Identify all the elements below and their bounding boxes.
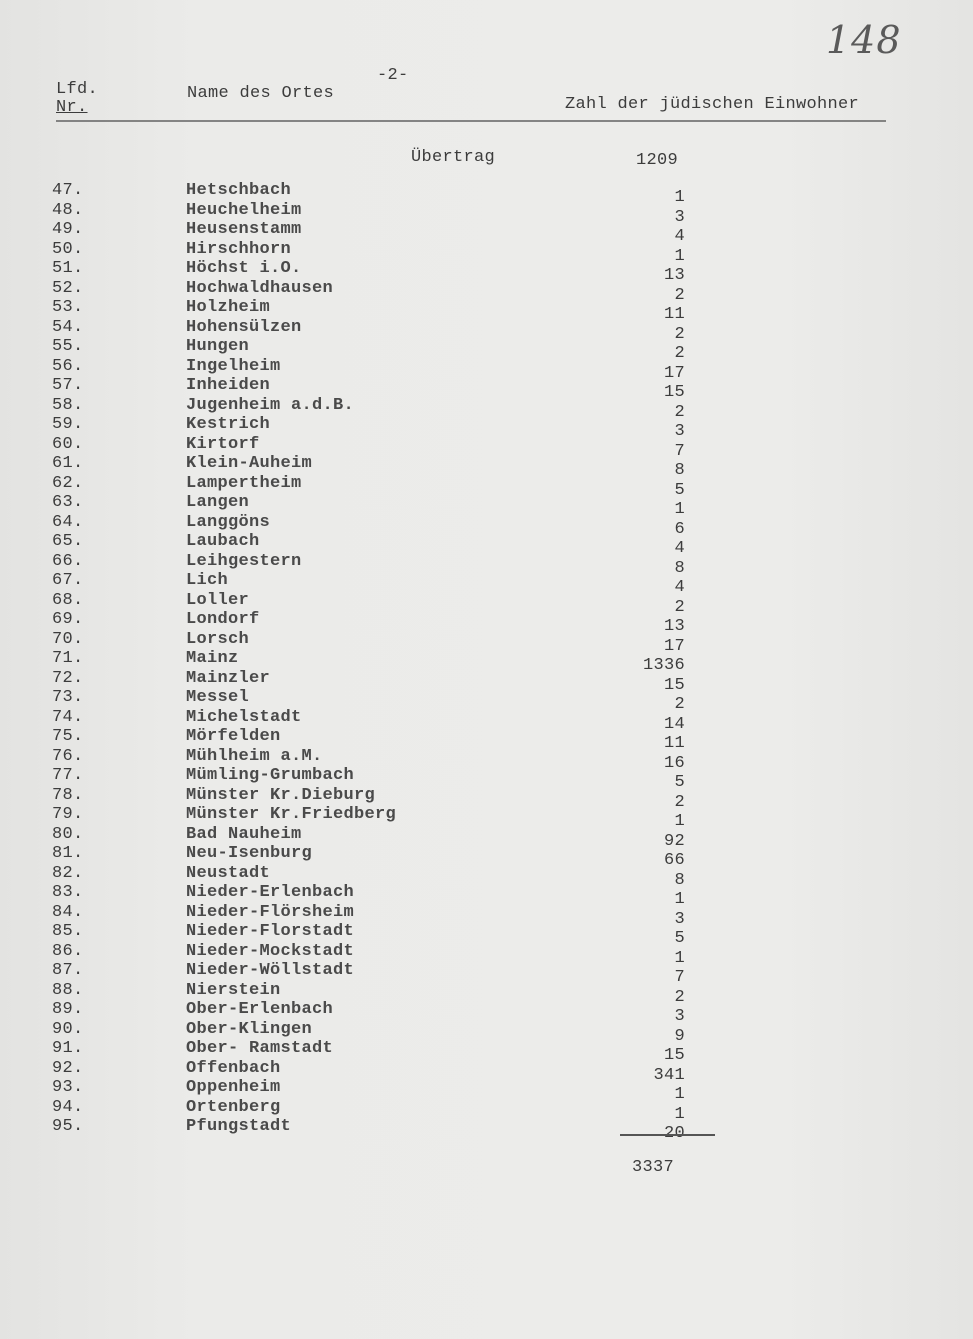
entry-number: 79. [52, 805, 84, 824]
list-item [0, 1039, 973, 1065]
header-lfd-nr [56, 81, 98, 117]
list-item [0, 785, 973, 812]
resident-count: 9 [674, 1026, 685, 1046]
total-value: 3337 [632, 1158, 675, 1177]
resident-count: 1 [674, 188, 685, 207]
entry-number: 59. [52, 415, 84, 434]
resident-count: 17 [663, 636, 685, 656]
place-name: Bad Nauheim [186, 824, 302, 844]
list-item [0, 1097, 973, 1124]
resident-count: 1 [674, 246, 685, 266]
entry-number: 89. [52, 1000, 84, 1019]
place-name: Nieder-Flörsheim [186, 902, 355, 922]
entry-number: 83. [52, 883, 84, 902]
entry-number: 50. [52, 239, 84, 259]
entry-number: 62. [52, 473, 84, 493]
list-item [0, 844, 973, 870]
resident-count: 8 [674, 461, 685, 480]
resident-count: 92 [663, 831, 685, 851]
resident-count: 5 [674, 480, 685, 500]
entry-number: 58. [52, 395, 84, 415]
list-item [0, 239, 973, 266]
entries-list [0, 181, 973, 1137]
resident-count: 2 [674, 987, 685, 1007]
handwritten-page-number: 148 [826, 18, 902, 62]
place-name: Ober-Erlenbach [186, 1000, 334, 1019]
place-name: Loller [186, 590, 250, 610]
list-item [0, 493, 973, 519]
resident-count: 1 [674, 1104, 685, 1124]
entry-number: 47. [52, 181, 84, 200]
entry-number: 91. [52, 1039, 84, 1058]
place-name: Nieder-Erlenbach [186, 883, 355, 902]
list-item [0, 376, 973, 402]
entry-number: 68. [52, 590, 84, 610]
entry-number: 69. [52, 610, 84, 629]
resident-count: 7 [674, 441, 685, 461]
resident-count: 4 [674, 578, 685, 597]
place-name: Oppenheim [186, 1078, 281, 1097]
entry-number: 87. [52, 961, 84, 980]
list-item [0, 181, 973, 207]
entry-number: 84. [52, 902, 84, 922]
list-item [0, 512, 973, 539]
resident-count: 16 [663, 753, 685, 773]
list-item [0, 883, 973, 909]
list-item [0, 746, 973, 773]
resident-count: 2 [674, 402, 685, 422]
entry-number: 81. [52, 844, 84, 863]
place-name: Hohensülzen [186, 317, 302, 337]
list-item [0, 473, 973, 500]
sum-rule [620, 1134, 715, 1136]
resident-count: 1336 [642, 656, 685, 675]
resident-count: 11 [663, 734, 685, 753]
resident-count: 3 [674, 909, 685, 929]
entry-number: 76. [52, 746, 84, 766]
list-item [0, 590, 973, 617]
list-item [0, 395, 973, 422]
list-item [0, 551, 973, 578]
header-count: Zahl der jüdischen Einwohner [565, 95, 860, 114]
place-name: Kestrich [186, 415, 271, 434]
entry-number: 80. [52, 824, 84, 844]
list-item [0, 532, 973, 558]
place-name: Leihgestern [186, 551, 302, 571]
place-name: Münster Kr.Friedberg [186, 805, 397, 824]
resident-count: 17 [663, 363, 685, 383]
list-item [0, 824, 973, 851]
entry-number: 60. [52, 434, 84, 454]
place-name: Mühlheim a.M. [186, 746, 323, 766]
entry-number: 95. [52, 1117, 84, 1136]
resident-count: 2 [674, 344, 685, 363]
resident-count: 1 [674, 812, 685, 831]
place-name: Ortenberg [186, 1097, 281, 1117]
place-name: Offenbach [186, 1058, 281, 1078]
list-item [0, 707, 973, 734]
resident-count: 8 [674, 558, 685, 578]
entry-number: 94. [52, 1097, 84, 1117]
place-name: Nierstein [186, 980, 281, 1000]
place-name: Londorf [186, 610, 260, 629]
resident-count: 1 [674, 500, 685, 519]
entry-number: 72. [52, 668, 84, 688]
entry-number: 86. [52, 941, 84, 961]
place-name: Hetschbach [186, 181, 292, 200]
resident-count: 3 [674, 1007, 685, 1026]
entry-number: 52. [52, 278, 84, 298]
list-item [0, 337, 973, 363]
place-name: Mümling-Grumbach [186, 766, 355, 785]
entry-number: 55. [52, 337, 84, 356]
list-item [0, 1019, 973, 1046]
place-name: Jugenheim a.d.B. [186, 395, 355, 415]
place-name: Langgöns [186, 512, 271, 532]
list-item [0, 434, 973, 461]
entry-number: 64. [52, 512, 84, 532]
entry-number: 73. [52, 688, 84, 707]
list-item [0, 571, 973, 597]
place-name: Heuchelheim [186, 200, 302, 220]
list-item [0, 805, 973, 831]
resident-count: 1 [674, 890, 685, 909]
entry-number: 66. [52, 551, 84, 571]
header-nr: Nr. [56, 98, 88, 117]
entry-number: 54. [52, 317, 84, 337]
resident-count: 1 [674, 1085, 685, 1104]
list-item [0, 610, 973, 636]
resident-count: 341 [653, 1065, 685, 1085]
list-item [0, 1058, 973, 1085]
list-item [0, 941, 973, 968]
list-item [0, 980, 973, 1007]
list-item [0, 259, 973, 285]
page-marker: -2- [377, 66, 409, 85]
place-name: Nieder-Mockstadt [186, 941, 355, 961]
resident-count: 3 [674, 207, 685, 227]
place-name: Höchst i.O. [186, 259, 302, 278]
entry-number: 57. [52, 376, 84, 395]
place-name: Mainzler [186, 668, 271, 688]
resident-count: 15 [663, 675, 685, 695]
entry-number: 88. [52, 980, 84, 1000]
list-item [0, 766, 973, 792]
list-item [0, 200, 973, 227]
header-lfd: Lfd. [56, 80, 99, 99]
list-item [0, 454, 973, 480]
place-name: Michelstadt [186, 707, 302, 727]
place-name: Lorsch [186, 629, 250, 649]
list-item [0, 649, 973, 675]
list-item [0, 220, 973, 246]
list-item [0, 902, 973, 929]
entry-number: 74. [52, 707, 84, 727]
place-name: Kirtorf [186, 434, 260, 454]
entry-number: 78. [52, 785, 84, 805]
carry-over-value: 1209 [636, 151, 679, 170]
resident-count: 15 [663, 383, 685, 402]
entry-number: 51. [52, 259, 84, 278]
resident-count: 2 [674, 792, 685, 812]
place-name: Nieder-Florstadt [186, 922, 355, 941]
list-item [0, 1000, 973, 1026]
header-rule [56, 120, 886, 122]
entry-number: 70. [52, 629, 84, 649]
entry-number: 75. [52, 727, 84, 746]
place-name: Hochwaldhausen [186, 278, 334, 298]
resident-count: 2 [674, 695, 685, 714]
place-name: Hungen [186, 337, 250, 356]
resident-count: 13 [663, 266, 685, 285]
resident-count: 6 [674, 519, 685, 539]
place-name: Langen [186, 493, 250, 512]
resident-count: 5 [674, 929, 685, 948]
place-name: Nieder-Wöllstadt [186, 961, 355, 980]
entry-number: 93. [52, 1078, 84, 1097]
place-name: Mörfelden [186, 727, 281, 746]
entry-number: 71. [52, 649, 84, 668]
resident-count: 15 [663, 1046, 685, 1065]
resident-count: 2 [674, 285, 685, 305]
list-item [0, 317, 973, 344]
entry-number: 67. [52, 571, 84, 590]
list-item [0, 688, 973, 714]
list-item [0, 356, 973, 383]
place-name: Heusenstamm [186, 220, 302, 239]
resident-count: 66 [663, 851, 685, 870]
list-item [0, 961, 973, 987]
entry-number: 63. [52, 493, 84, 512]
resident-count: 3 [674, 422, 685, 441]
place-name: Pfungstadt [186, 1117, 292, 1136]
place-name: Klein-Auheim [186, 454, 313, 473]
list-item [0, 727, 973, 753]
place-name: Ingelheim [186, 356, 281, 376]
list-item [0, 278, 973, 305]
list-item [0, 863, 973, 890]
list-item [0, 415, 973, 441]
entry-number: 56. [52, 356, 84, 376]
resident-count: 4 [674, 227, 685, 246]
place-name: Münster Kr.Dieburg [186, 785, 376, 805]
entry-number: 82. [52, 863, 84, 883]
place-name: Messel [186, 688, 250, 707]
entry-number: 49. [52, 220, 84, 239]
resident-count: 7 [674, 968, 685, 987]
entry-number: 48. [52, 200, 84, 220]
place-name: Ober- Ramstadt [186, 1039, 334, 1058]
entry-number: 92. [52, 1058, 84, 1078]
entry-number: 90. [52, 1019, 84, 1039]
place-name: Laubach [186, 532, 260, 551]
place-name: Lich [186, 571, 229, 590]
resident-count: 2 [674, 597, 685, 617]
entry-number: 53. [52, 298, 84, 317]
entry-number: 77. [52, 766, 84, 785]
list-item [0, 629, 973, 656]
resident-count: 4 [674, 539, 685, 558]
place-name: Neustadt [186, 863, 271, 883]
place-name: Neu-Isenburg [186, 844, 313, 863]
list-item [0, 1117, 973, 1137]
place-name: Mainz [186, 649, 239, 668]
resident-count: 8 [674, 870, 685, 890]
entry-number: 61. [52, 454, 84, 473]
list-item [0, 298, 973, 324]
carry-over-label: Übertrag [411, 148, 496, 167]
list-item [0, 922, 973, 948]
list-item [0, 1078, 973, 1104]
header-place-name: Name des Ortes [187, 84, 335, 103]
place-name: Holzheim [186, 298, 271, 317]
resident-count: 14 [663, 714, 685, 734]
resident-count: 1 [674, 948, 685, 968]
place-name: Ober-Klingen [186, 1019, 313, 1039]
resident-count: 5 [674, 773, 685, 792]
place-name: Hirschhorn [186, 239, 292, 259]
entry-number: 65. [52, 532, 84, 551]
place-name: Inheiden [186, 376, 271, 395]
resident-count: 13 [663, 617, 685, 636]
list-item [0, 668, 973, 695]
place-name: Lampertheim [186, 473, 302, 493]
entry-number: 85. [52, 922, 84, 941]
resident-count: 2 [674, 324, 685, 344]
resident-count: 11 [663, 305, 685, 324]
